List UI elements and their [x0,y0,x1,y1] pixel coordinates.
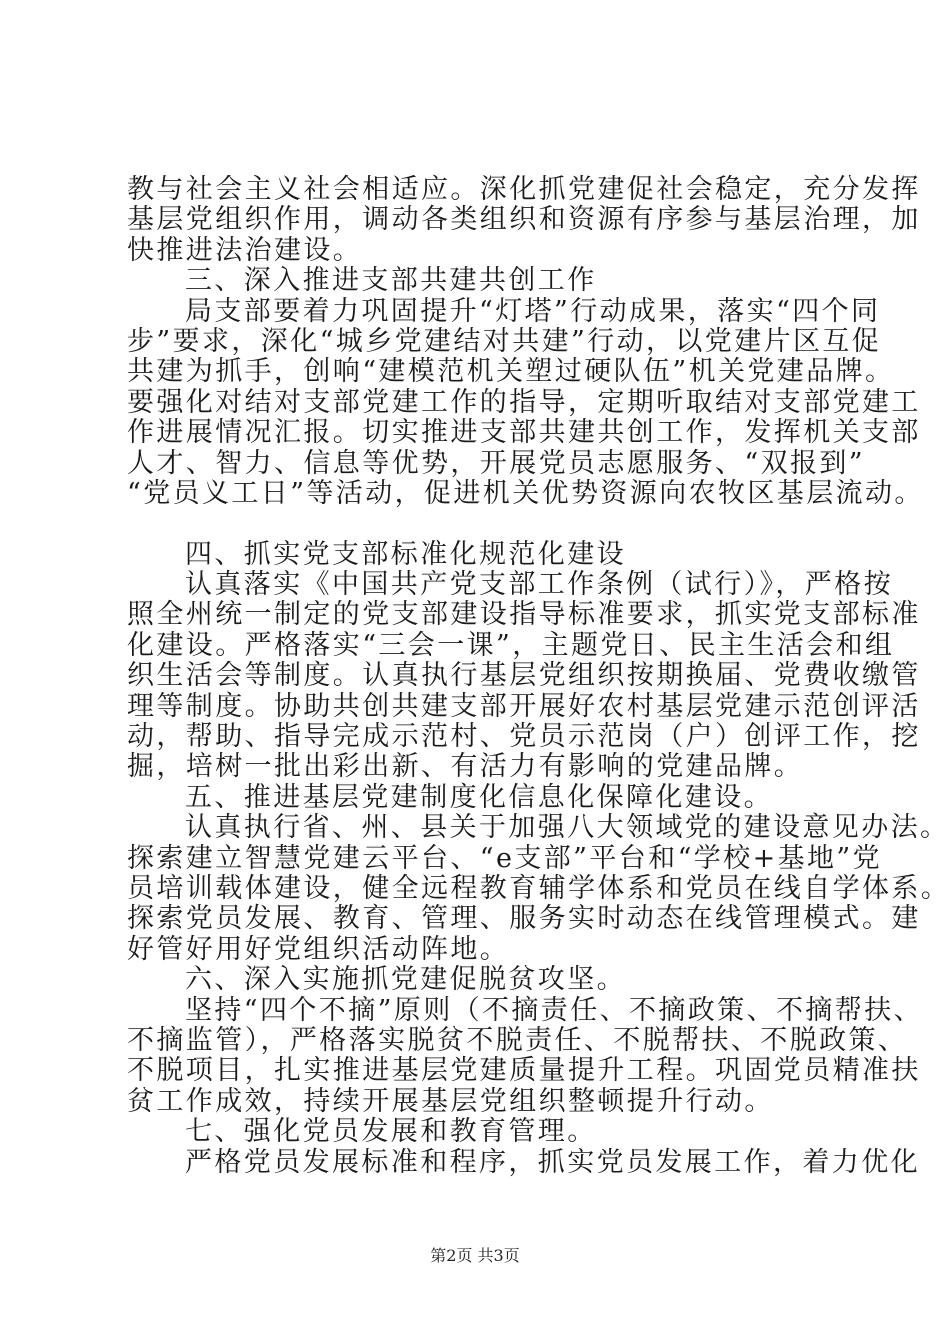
text-line: 不摘监管），严格落实脱贫不脱责任、不脱帮扶、不脱政策、 [127,1024,908,1056]
text-line: 认真执行省、州、县关于加强八大领域党的建设意见办法。 [185,812,950,844]
section-heading [127,540,867,570]
text-line: 要强化对结对支部党建工作的指导，定期听取结对支部党建工 [127,386,921,418]
paragraph [127,994,924,1118]
page-footer: 第2页 共3页 [430,1246,520,1265]
text-line: 共建为抓手，创响“建模范机关塑过硬队伍”机关党建品牌。 [127,356,895,388]
text-line: 三、深入推进支部共建共创工作 [185,265,597,297]
paragraph [127,174,921,266]
text-line: 四、抓实党支部标准化规范化建设 [185,538,626,570]
text-line: 局支部要着力巩固提升“灯塔”行动成果，落实“四个同 [185,295,881,327]
document-body [127,174,950,1178]
text-line: 作进展情况汇报。切实推进支部共建共创工作，发挥机关支部 [127,417,921,449]
paragraph [127,569,921,783]
text-line: “党员义工日”等活动，促进机关优势资源向农牧区基层流动。 [127,477,924,509]
text-line: 掘，培树一批出彩出新、有活力有影响的党建品牌。 [127,751,804,783]
text-line: 坚持“四个不摘”原则（不摘责任、不摘政策、不摘帮扶、 [185,994,924,1026]
text-line: 好管好用好党组织活动阵地。 [127,933,510,965]
paragraph [127,1146,920,1178]
text-line: 认真落实《中国共产党支部工作条例（试行）》，严格按 [185,569,893,601]
text-line: 不脱项目，扎实推进基层党建质量提升工程。巩固党员精准扶 [127,1055,921,1087]
text-line: 动，帮助、指导完成示范村、党员示范岗（户）创评工作，挖 [127,721,921,753]
text-line: 教与社会主义社会相适应。深化抓党建促社会稳定，充分发挥 [127,174,921,205]
text-line: 七、强化党员发展和教育管理。 [185,1116,597,1148]
section-heading [127,266,867,296]
text-line: 探索建立智慧党建云平台、“e支部”平台和“学校+基地”党 [127,842,883,874]
text-line: 探索党员发展、教育、管理、服务实时动态在线管理模式。建 [127,903,921,935]
text-line: 步”要求，深化“城乡党建结对共建”行动，以党建片区互促 [127,325,882,357]
text-line: 理等制度。协助共创共建支部开展好农村基层党建示范创评活 [127,690,921,722]
text-line: 快推进法治建设。 [127,234,363,266]
section-heading [127,1117,867,1147]
text-line: 五、推进基层党建制度化信息化保障化建设。 [185,781,773,813]
text-line: 严格党员发展标准和程序，抓实党员发展工作，着力优化 [185,1146,920,1178]
paragraph [127,295,924,510]
text-line: 人才、智力、信息等优势，开展党员志愿服务、“双报到” [127,447,866,479]
text-line: 六、深入实施抓党建促脱贫攻坚。 [185,964,626,996]
text-line: 照全州统一制定的党支部建设指导标准要求，抓实党支部标准 [127,599,921,631]
text-line: 基层党组织作用，调动各类组织和资源有序参与基层治理，加 [127,204,921,236]
paragraph [127,812,950,965]
section-heading [127,965,867,995]
text-line: 员培训载体建设，健全远程教育辅学体系和党员在线自学体系。 [127,872,950,904]
section-heading [127,783,867,813]
text-line: 贫工作成效，持续开展基层党组织整顿提升行动。 [127,1085,774,1117]
text-line: 化建设。严格落实“三会一课”，主题党日、民主生活会和组 [127,629,895,661]
text-line: 织生活会等制度。认真执行基层党组织按期换届、党费收缴管 [127,660,921,692]
